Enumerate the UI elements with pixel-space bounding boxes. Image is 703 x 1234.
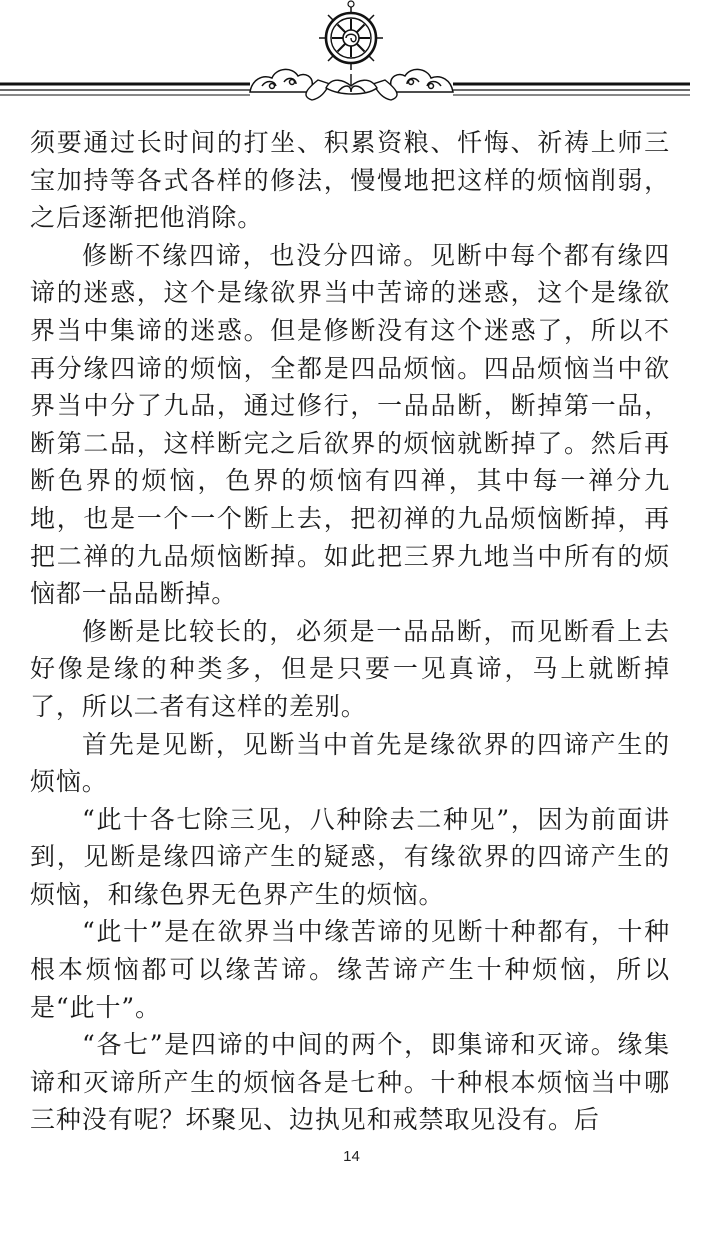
paragraph-7: “各七”是四谛的中间的两个，即集谛和灭谛。缘集谛和灭谛所产生的烦恼各是七种。十种根本烦恼当中哪三种没有呢？坏聚见、边执见和戒禁取见没有。后 <box>30 1030 670 1135</box>
lotus-base-icon <box>326 74 377 94</box>
paragraph-4: 首先是见断，见断当中首先是缘欲界的四谛产生的烦恼。 <box>30 729 670 797</box>
page-body <box>30 124 670 1139</box>
cloud-left-icon <box>250 69 316 92</box>
page-number: 14 <box>343 1148 360 1165</box>
header-ornament <box>0 0 703 112</box>
dharma-wheel-icon <box>319 1 383 70</box>
paragraph-2: 修断不缘四谛，也没分四谛。见断中每个都有缘四谛的迷惑，这个是缘欲界当中苦谛的迷惑，这个是缘欲界当中集谛的迷惑。但是修断没有这个迷惑了，所以不再分缘四谛的烦恼，全都是四品烦恼。四品烦恼当中欲界当中分了九品，通过修行，一品品断，断掉第一品，断第二品，这样断完之后欲界的烦恼就断掉了。然后再断色界的烦恼，色界的烦恼有四禅，其中每一禅分九地，也是一个一个断上去，把初禅的九品烦恼断掉，再把二禅的九品烦恼断掉。如此把三界九地当中所有的烦恼都一品品断掉。 <box>30 240 670 609</box>
cloud-right-icon <box>387 69 453 92</box>
page-header <box>0 0 703 112</box>
paragraph-6: “此十”是在欲界当中缘苦谛的见断十种都有，十种根本烦恼都可以缘苦谛。缘苦谛产生十种烦恼，所以是“此十”。 <box>30 917 670 1022</box>
paragraph-5: “此十各七除三见，八种除去二种见”，因为前面讲到，见断是缘四谛产生的疑惑，有缘欲界的四谛产生的烦恼，和缘色界无色界产生的烦恼。 <box>30 804 670 909</box>
paragraph-3: 修断是比较长的，必须是一品品断，而见断看上去好像是缘的种类多，但是只要一见真谛，马上就断掉了，所以二者有这样的差别。 <box>30 616 670 721</box>
paragraph-1: 须要通过长时间的打坐、积累资粮、忏悔、祈祷上师三宝加持等各式各样的修法，慢慢地把这样的烦恼削弱，之后逐渐把他消除。 <box>30 128 670 233</box>
